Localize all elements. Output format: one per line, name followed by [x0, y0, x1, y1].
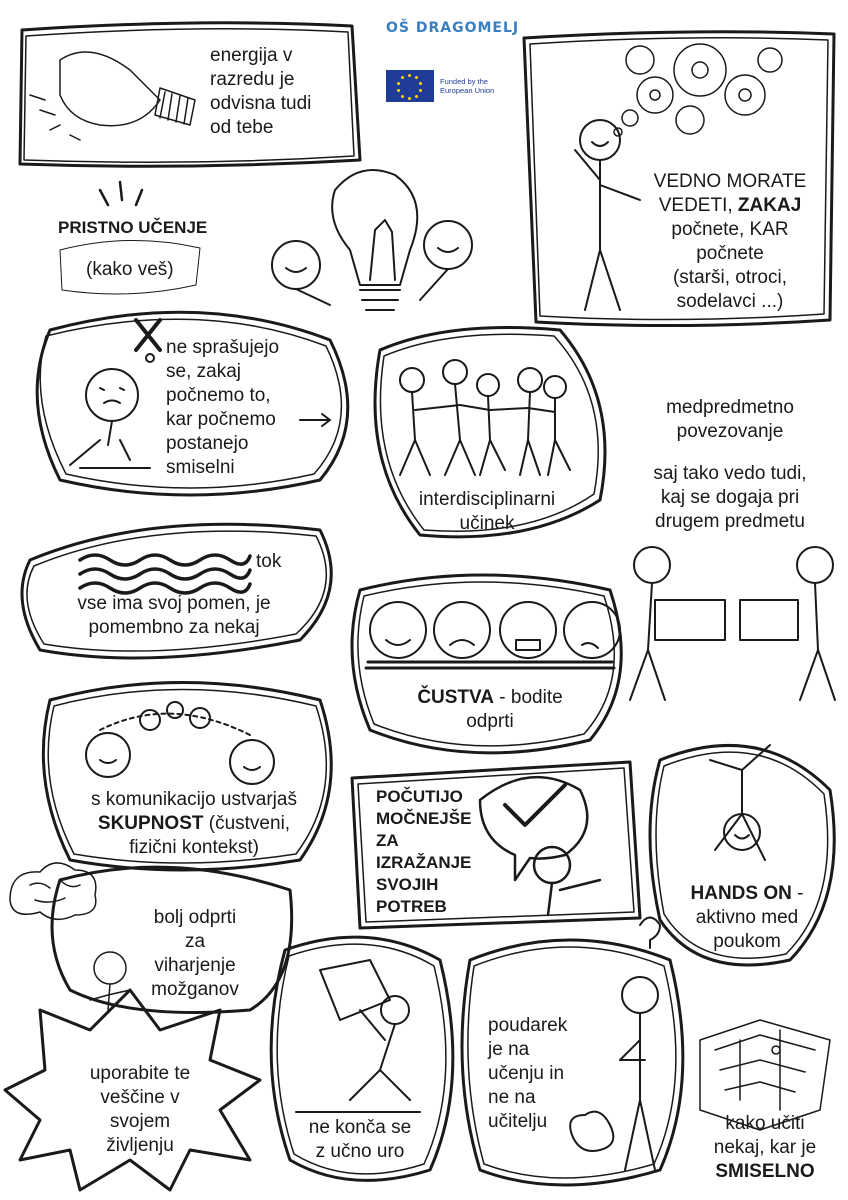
emotion-faces-drawing: [366, 602, 620, 668]
focus-line-4: ne na: [488, 1087, 536, 1108]
why-line-4: počnete: [696, 243, 764, 264]
interdisciplinary-line-2: učinek: [459, 513, 515, 534]
energy-line-3: odvisna tudi: [210, 93, 312, 114]
broken-bulb-drawing: [30, 52, 195, 140]
meaning-text: [166, 336, 279, 480]
meaningful-text: [690, 1112, 840, 1184]
eu-funding-line1: Funded by the: [440, 77, 488, 86]
communicating-people-drawing: [86, 702, 274, 784]
cross-curricular-line-1: saj tako vedo tudi,: [653, 463, 807, 484]
stronger-text: [376, 786, 471, 918]
lightbulb-team-drawing: [272, 170, 472, 310]
focus-line-3: učenju in: [488, 1063, 565, 1084]
energy-line-1: energija v: [210, 45, 293, 66]
energy-line-2: razredu je: [210, 69, 295, 90]
stronger-line-2: MOČNEJŠE: [376, 809, 472, 828]
focus-text: [488, 1014, 567, 1134]
community-text: [64, 788, 324, 860]
cross-curricular-title: [630, 396, 830, 444]
why-line-2: [640, 194, 820, 218]
hands-on-bold: HANDS ON: [690, 883, 792, 904]
interdisciplinary-line-1: interdisciplinarni: [418, 489, 556, 510]
community-line-3: fizični kontekst): [129, 837, 259, 858]
not-ending-line-1: ne konča se: [308, 1117, 412, 1138]
meaning-line-3: počnemo to,: [166, 385, 271, 406]
hands-on-line-3: poukom: [713, 931, 781, 952]
why-text: [640, 170, 820, 314]
community-line-2: [64, 812, 324, 836]
brainstorm-line-1: bolj odprti: [153, 907, 237, 928]
meaning-line-4: kar počnemo: [166, 409, 276, 430]
meaning-line-5: postanejo: [166, 433, 249, 454]
stronger-line-4: IZRAŽANJE: [376, 853, 472, 872]
focus-line-1: poudarek: [488, 1015, 568, 1036]
stronger-line-3: ZA: [376, 831, 399, 850]
hands-on-text: [672, 882, 822, 954]
interdisciplinary-text: [392, 488, 582, 536]
not-ending-text: [290, 1116, 430, 1164]
skills-line-1: uporabite te: [89, 1063, 191, 1084]
brainstorm-line-4: možganov: [151, 979, 239, 1000]
cross-curricular-title-2: povezovanje: [676, 421, 784, 442]
stronger-line-5: SVOJIH: [376, 875, 439, 894]
flow-line-2: pomembno za nekaj: [88, 617, 260, 638]
handstand-person-drawing: [710, 745, 770, 860]
meaning-line-1: ne sprašujejo: [166, 337, 280, 358]
emotions-line-1: [390, 686, 590, 710]
cross-curricular-text: [625, 462, 835, 534]
cross-curricular-line-3: drugem predmetu: [655, 511, 805, 532]
skills-line-4: življenju: [106, 1135, 174, 1156]
gears-cloud-drawing: [614, 44, 782, 136]
why-line-2-plain: VEDETI,: [658, 195, 738, 216]
stronger-line-1: POČUTIJO: [376, 787, 463, 806]
cross-curricular-line-2: kaj se dogaja pri: [660, 487, 800, 508]
skills-text: [60, 1062, 220, 1158]
community-rest: (čustveni,: [203, 813, 291, 834]
skills-line-2: veščine v: [100, 1087, 180, 1108]
group-of-people-drawing: [400, 360, 570, 475]
thinking-person-drawing: [575, 120, 640, 310]
community-bold: SKUPNOST: [97, 813, 204, 834]
brainstorm-line-2: za: [184, 931, 206, 952]
hands-on-rest: -: [791, 883, 804, 904]
hands-on-line-2: aktivno med: [695, 907, 799, 928]
carrying-puzzle-drawing: [296, 960, 420, 1112]
focus-line-2: je na: [488, 1039, 530, 1060]
meaningful-line-2: nekaj, kar je: [713, 1137, 817, 1158]
focus-line-5: učitelju: [488, 1111, 548, 1132]
hands-on-line-1: [672, 882, 822, 906]
meaningful-bold: SMISELNO: [715, 1161, 815, 1182]
not-ending-line-2: z učno uro: [315, 1141, 405, 1162]
eu-funding-badge: [386, 70, 494, 102]
meaning-line-6: smiselni: [166, 457, 235, 478]
skills-line-3: svojem: [109, 1111, 171, 1132]
brainstorm-text: [130, 906, 260, 1002]
eu-funding-line2: European Union: [440, 86, 495, 95]
eu-flag-icon: [386, 70, 434, 102]
meaningful-line-1: kako učiti: [725, 1113, 805, 1134]
community-line-1: s komunikacijo ustvarjaš: [91, 789, 297, 810]
puzzle-people-drawing: [630, 547, 835, 700]
emotions-rest: - bodite: [494, 687, 563, 708]
emotions-text: [390, 686, 590, 734]
why-line-3: počnete, KAR: [671, 219, 789, 240]
energy-text: [210, 44, 311, 140]
flow-text: [54, 592, 294, 640]
energy-line-4: od tebe: [210, 117, 274, 138]
cross-curricular-title-1: medpredmetno: [666, 397, 794, 418]
emotions-bold: ČUSTVA: [417, 687, 495, 708]
why-line-1: VEDNO MORATE: [653, 171, 807, 192]
why-line-5: (starši, otroci,: [672, 267, 788, 288]
emotions-line-2: odprti: [466, 711, 514, 732]
checkmark-speech-bubble: [480, 777, 600, 915]
why-line-6: sodelavci ...): [676, 291, 784, 312]
meaning-line-2: se, zakaj: [166, 361, 241, 382]
authentic-learning-subtitle: (kako veš): [86, 259, 174, 280]
why-line-2-bold: ZAKAJ: [737, 195, 802, 216]
authentic-learning-title: PRISTNO UČENJE: [58, 218, 208, 237]
flow-label: tok: [256, 551, 282, 572]
thinking-person-question-drawing: [570, 918, 660, 1171]
school-logo: OŠ DRAGOMELJ: [386, 20, 520, 36]
waves-drawing: [80, 555, 250, 593]
stronger-line-6: POTREB: [376, 897, 447, 916]
flow-line-1: vse ima svoj pomen, je: [77, 593, 271, 614]
brainstorm-line-3: viharjenje: [154, 955, 236, 976]
